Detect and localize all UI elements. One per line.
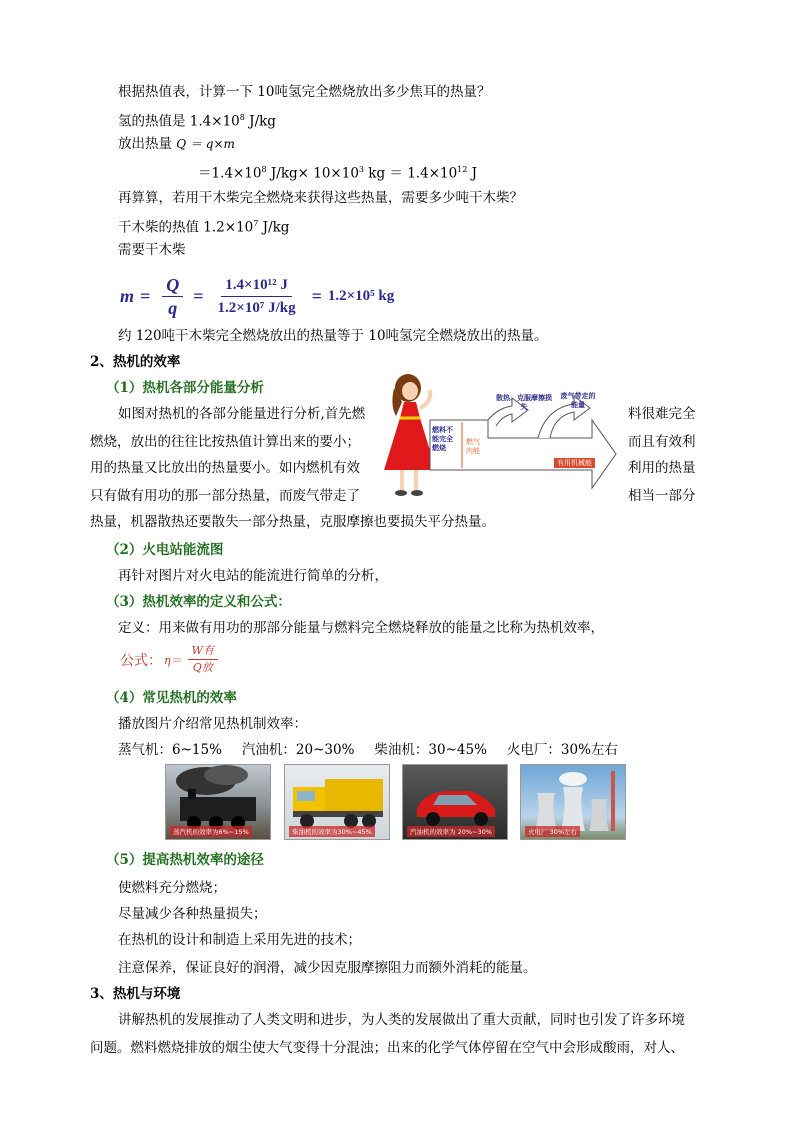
para-line-4a: 只有做有用功的那一部分热量，而废气带走了 bbox=[90, 488, 360, 504]
steam-locomotive-photo bbox=[165, 764, 271, 840]
caption-diesel: 柴油机的效率为30%~45% bbox=[289, 826, 375, 837]
heat-calculation: $=1.4\times 10^8$ $J/kg\times 10\times 10^3$ kg ＝ $1.4\times 10^{12}$ J bbox=[198, 165, 478, 182]
subsection-2-text: 再针对图片对火电站的能流进行简单的分析， bbox=[118, 568, 388, 584]
efficiency-fraction: $\frac{\text{W有}}{\text{Q放}}$ bbox=[188, 644, 218, 675]
energy-flow-diagram bbox=[428, 378, 620, 492]
subsection-4-title: （4）常见热机的效率 bbox=[106, 690, 237, 706]
subsection-5-title: （5）提高热机效率的途径 bbox=[106, 852, 264, 868]
para-line-2b: 而且有效利 bbox=[628, 434, 696, 450]
method-1: 使燃料充分燃烧； bbox=[118, 880, 226, 896]
formula-lhs: m bbox=[120, 285, 135, 306]
para-line-3a: 用的热量又比放出的热量要小。如内燃机有效 bbox=[90, 460, 360, 476]
fuel-incomplete-label: 燃料不能完全燃烧 bbox=[432, 426, 453, 452]
heat-friction-loss-label: 散热、克服摩擦损失 bbox=[496, 394, 552, 411]
method-2: 尽量减少各种热量损失； bbox=[118, 906, 267, 922]
exhaust-energy-label: 废气带走的能量 bbox=[560, 392, 596, 409]
gasoline-engine-efficiency: 汽油机：20~30% bbox=[241, 742, 355, 758]
question-1: 根据热值表，计算一下 10吨氢完全燃烧放出多少焦耳的热量？ bbox=[118, 84, 491, 100]
red-car-photo bbox=[402, 764, 508, 840]
heat-released-formula: 放出热量 Q ＝ q×m bbox=[118, 136, 235, 152]
fraction-values: $\frac{\text{1.4×10¹² J}}{\text{1.2×10⁷ J/kg}}$ bbox=[217, 276, 296, 316]
subsection-2-title: （2）火电站能流图 bbox=[106, 542, 224, 558]
formula-label: 公式： bbox=[120, 652, 162, 669]
subsection-3-title: （3）热机效率的定义和公式： bbox=[106, 594, 291, 610]
efficiency-list bbox=[118, 740, 618, 760]
para-line-2a: 燃烧，放出的往往比按热值计算出来的要小； bbox=[90, 434, 360, 450]
question-2: 再算算，若用干木柴完全燃烧来获得这些热量，需要多少吨干木柴？ bbox=[118, 190, 523, 206]
useful-mechanical-energy-label: 有用机械能 bbox=[554, 458, 595, 468]
diesel-engine-efficiency: 柴油机：30~45% bbox=[374, 742, 487, 758]
efficiency-formula bbox=[120, 644, 224, 675]
section-2-title: 2、热机的效率 bbox=[90, 354, 181, 370]
subsection-4-text: 播放图片介绍常见热机制效率： bbox=[118, 716, 307, 732]
dump-truck-photo bbox=[284, 764, 390, 840]
efficiency-definition: 定义：用来做有用功的那部分能量与燃料完全燃烧释放的能量之比称为热机效率， bbox=[118, 620, 604, 636]
hydrogen-heat-value: 氢的热值是 $1.4\times 10^8$ J/kg bbox=[118, 113, 276, 130]
para-line-5: 热量，机器散热还要散失一部分热量，克服摩擦也要损失平分热量。 bbox=[90, 514, 495, 530]
method-3: 在热机的设计和制造上采用先进的技术； bbox=[118, 932, 361, 948]
para-line-4b: 相当一部分 bbox=[628, 488, 696, 504]
gas-internal-energy-label: 燃气内能 bbox=[466, 438, 480, 455]
conclusion: 约 120吨干木柴完全燃烧放出的热量等于 10吨氢完全燃烧放出的热量。 bbox=[118, 328, 548, 344]
steam-engine-efficiency: 蒸气机：6~15% bbox=[118, 742, 222, 758]
fraction-q-over-q: $\frac{Q}{q}$ bbox=[162, 275, 183, 318]
para-line-3b: 利用的热量 bbox=[628, 460, 696, 476]
formula-result: 1.2×10⁵ kg bbox=[327, 287, 395, 304]
method-4: 注意保养，保证良好的润滑，减少因克服摩擦阻力而额外消耗的能量。 bbox=[118, 960, 537, 976]
para-line-1b: 料很难完全 bbox=[628, 406, 696, 422]
para-line-1a: 如图对热机的各部分能量进行分析,首先燃 bbox=[118, 406, 366, 422]
power-plant-efficiency: 火电厂：30%左右 bbox=[506, 742, 618, 758]
subsection-1-title: （1）热机各部分能量分析 bbox=[106, 380, 264, 396]
caption-power-plant: 火电厂 30%左右 bbox=[525, 826, 580, 837]
power-plant-photo bbox=[520, 764, 626, 840]
eta-symbol: η＝ bbox=[164, 653, 182, 667]
section-3-title: 3、热机与环境 bbox=[90, 986, 181, 1002]
section-3-line-1: 讲解热机的发展推动了人类文明和进步，为人类的发展做出了重大贡献，同时也引发了许多环境 bbox=[118, 1012, 685, 1028]
caption-gasoline: 汽油机的效率为 20%~30% bbox=[407, 826, 495, 837]
wood-mass-formula: m = $\frac{Q}{q}$ = $\frac{\text{1.4×10¹² J}}{\text{1.2×10⁷ J/kg}}$ = 1.2×10⁵ kg bbox=[120, 274, 395, 318]
caption-steam: 蒸汽机的效率为6%~15% bbox=[170, 826, 252, 837]
need-wood-label: 需要干木柴 bbox=[118, 242, 186, 258]
wood-heat-value: 干木柴的热值 $1.2\times 10^7$ J/kg bbox=[118, 219, 290, 236]
section-3-line-2: 问题。燃料燃烧排放的烟尘使大气变得十分混浊；出来的化学气体停留在空气中会形成酸雨，对人、 bbox=[90, 1040, 684, 1056]
